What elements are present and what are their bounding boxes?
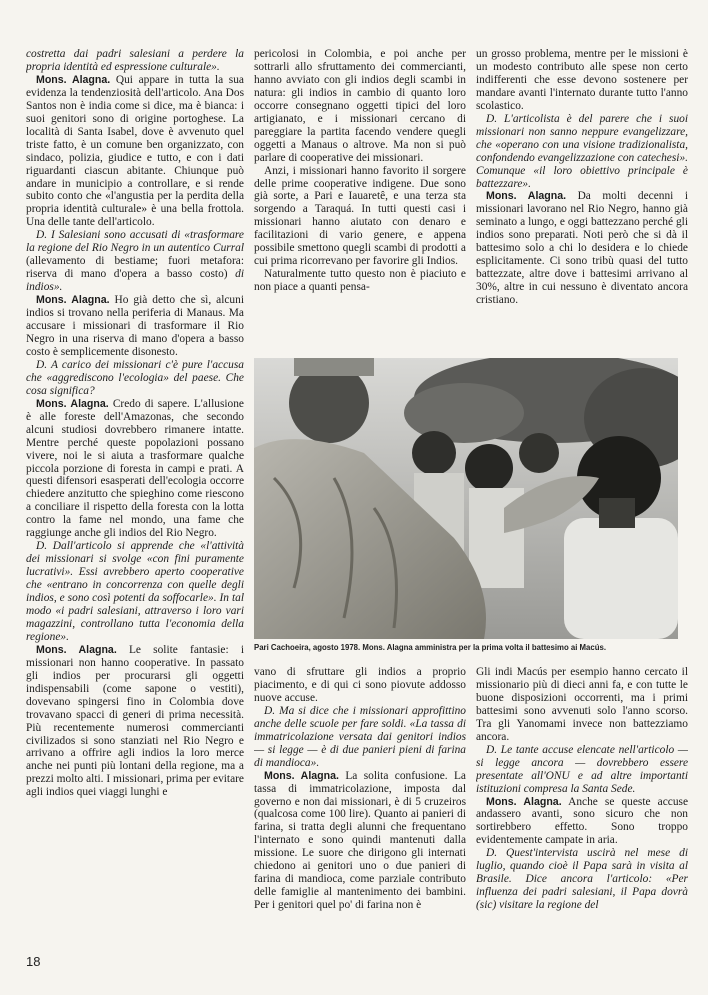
- speaker-label: Mons. Alagna.: [264, 769, 339, 782]
- question-paragraph: D. A carico dei missionari c'è pure l'accusa che «aggrediscono l'ecologia» del paese. Che cosa significa?: [26, 358, 244, 397]
- speaker-label: Mons. Alagna.: [36, 643, 117, 656]
- answer-text: Qui appare in tutta la sua evidenza la tendenziosità dell'articolo. Ana Dos Santos non è india come si dice, ma è bianca: i suoi genitori sono di origine portoghese. La località di Santa Isabel, dove è avvenuto quel triste fatto, è un comune ben organizzato, con sindaco, polizia, giudice e tutto, e con i dati riguardanti ciascun abitante. Chiunque può andare in municipio a controllare, e si rende subito conto che «l'angustia per la perdita della propria identità culturale» è una bella frottola. Una delle tante dell'articolo.: [26, 73, 244, 229]
- question-text-end: di indios».: [26, 268, 244, 294]
- paragraph: Gli indi Macús per esempio hanno cercato il missionario più di dieci anni fa, e con tutte le buone disposizioni occorrenti, ma i primi battesimi sono avvenuti solo l'anno scorso. Tra gli Yanomami invece non battezziamo ancora.: [476, 666, 688, 743]
- question-paragraph: D. Dall'articolo si apprende che «l'attività dei missionari si svolge «con fini puramente lucrativi». Essi avrebbero aperto cooperative che «entrano in concorrenza con quelle degli indios, e sono così potenti da soffocarle». In tal modo «i padri salesiani, attraverso i loro vari magazzini, controllano tutta l'economia della regione».: [26, 540, 244, 643]
- text-column-middle-top: [254, 48, 466, 348]
- answer-paragraph: [476, 190, 688, 307]
- page-number: 18: [26, 954, 41, 969]
- paragraph: pericolosi in Colombia, e poi anche per sottrarli allo sfruttamento dei commercianti, hanno avviato con gli indios degli scambi in natura: gli indios in cambio di quanto loro occorre consegnano oggetti tipici del loro artigianato, e i missionari cercano di pareggiare la partita facendo vendere quegli oggetti a Manaus o altrove. Ma non si può parlare di cooperative dei missionari.: [254, 48, 466, 164]
- answer-text: Anche se queste accuse andassero avanti, sono sicuro che non sortirebbero effetto. Sono troppo evidentemente campate in aria.: [476, 795, 688, 847]
- question-paragraph: D. L'articolista è del parere che i suoi missionari non sanno neppure evangelizzare, che «operano con una visione tradizionalista, confondendo evangelizzazione con catechesi». Comunque «il loro obiettivo principale è battezzare».: [476, 112, 688, 190]
- photo-illustration: [254, 358, 678, 639]
- baptism-photo: [254, 358, 678, 639]
- speaker-label: Mons. Alagna.: [486, 190, 567, 203]
- speaker-label: Mons. Alagna.: [36, 294, 110, 307]
- answer-paragraph: [254, 770, 466, 912]
- answer-text: La solita confusione. La tassa di immatricolazione, imposta dal governo e non dai missionari, è di 5 cruzeiros (qualcosa come 100 lire). Quanto ai panieri di farina, si tratta degli alunni che frequentano l'internato e sono quindi mantenuti dalla missione. Le suore che dirigono gli internati chiedono ai genitori uno o due panieri di farina di mandioca, come parziale contributo delle famiglie al mantenimento dei bambini. Per i genitori quel po' di farina non è: [254, 769, 466, 912]
- answer-text: Le solite fantasie: i missionari non hanno cooperative. In passato gli indios per procurarsi gli oggetti indispensabili (come sapone o vestiti), dovevano spingersi fino in Colombia dove trovavano spacci di generi di prima necessità. Più recentemente numerosi commercianti civilizados si sono stanziati nel Rio Negro e arrivano a offrire agli indios la loro merce anche nei punti più lontani della regione, ma a prezzi molto alti. I missionari, prima per evitare agli indios quei viaggi lunghi e: [26, 643, 244, 799]
- paragraph: un grosso problema, mentre per le missioni è un modesto contributo alle spese non certo indifferenti che esse devono sostenere per mandare avanti l'internato durante tutto l'anno scolastico.: [476, 48, 688, 112]
- text-column-middle-bottom: [254, 666, 466, 976]
- question-text-plain: (allevamento di bestiame; fuori metafora: riserva di mano d'opera a basso costo): [26, 255, 244, 281]
- speaker-label: Mons. Alagna.: [36, 397, 109, 410]
- answer-paragraph: [26, 74, 244, 229]
- paragraph: Anzi, i missionari hanno favorito il sorgere delle prime cooperative indigene. Due sono già sorte, a Pari e Iauaretê, e una terza sta sorgendo a Taraquá. In tutti questi casi i missionari hanno aiutato con denaro e facilitazioni di vario genere, e appena possibile smettono quegli scambi di prodotti a cui prima ricorrevano per favorire gli Indios.: [254, 164, 466, 268]
- question-text: D. I Salesiani sono accusati di «trasformare la regione del Rio Negro in un autentico Curral: [26, 229, 244, 255]
- speaker-label: Mons. Alagna.: [486, 795, 562, 808]
- question-paragraph: D. Ma si dice che i missionari approfittino anche delle scuole per fare soldi. «La tassa di immatricolazione versata dai genitori indios — si legge — è di due panieri pieni di farina di mandioca».: [254, 704, 466, 769]
- paragraph: vano di sfruttare gli indios a proprio piacimento, e di qui ci sono piovute addosso nuove accuse.: [254, 666, 466, 704]
- question-paragraph: D. Quest'intervista uscirà nel mese di luglio, quando cioè il Papa sarà in visita al Brasile. Dice ancora l'articolo: «Per influenza dei padri salesiani, il Papa dovrà (sic) visitare la regione del: [476, 847, 688, 912]
- text-column-right-bottom: [476, 666, 688, 976]
- answer-paragraph: [26, 398, 244, 540]
- speaker-label: Mons. Alagna.: [36, 73, 111, 86]
- paragraph: Naturalmente tutto questo non è piaciuto e non piace a quanti pensa-: [254, 268, 466, 294]
- question-paragraph: D. Le tante accuse elencate nell'articolo — si legge ancora — dovrebbero essere presentate all'ONU e ad altre importanti istituzioni compresa la Santa Sede.: [476, 743, 688, 795]
- question-paragraph: [26, 229, 244, 294]
- answer-paragraph: [26, 294, 244, 359]
- text-column-right-top: [476, 48, 688, 348]
- answer-text: Da molti decenni i missionari lavorano nel Rio Negro, hanno già seminato a lungo, e oggi battezzano perché gli indios sono preparati. Noti però che si dà il battesimo solo a chi lo desidera e lo chiede esplicitamente. Ci sono tribù quasi del tutto battezzate, altre dove i battesimi arrivano al 30%, altre in cui nessuno è diventato ancora cristiano.: [476, 190, 688, 307]
- answer-paragraph: [476, 796, 688, 848]
- answer-paragraph: [26, 644, 244, 799]
- text-column-left: [26, 48, 244, 973]
- answer-text: Ho già detto che sì, alcuni indios si trovano nella periferia di Manaus. Ma accusare i missionari di trasformare il Rio Negro in una riserva di mano d'opera a basso costo è semplicemente disonesto.: [26, 294, 244, 358]
- paragraph: costretta dai padri salesiani a perdere la propria identità ed espressione culturale».: [26, 48, 244, 73]
- photo-caption: Pari Cachoeira, agosto 1978. Mons. Alagna amministra per la prima volta il battesimo ai Macús.: [254, 643, 606, 652]
- answer-text: Credo di sapere. L'allusione è alle foreste dell'Amazonas, che secondo alcuni studiosi dovrebbero rimanere intatte. Mentre perché queste popolazioni possano vivere, noi le si aiuta a trasformare qualche piccola porzione di foresta in campi e prati. A questi difensori esasperati dell'ecologia occorre chiedere anzitutto che spieghino come riescono a conciliare il rispetto della foresta con la lotta contro la fame nel mondo, una fame che raggiunge anche gli indios del Rio Negro.: [26, 397, 244, 540]
